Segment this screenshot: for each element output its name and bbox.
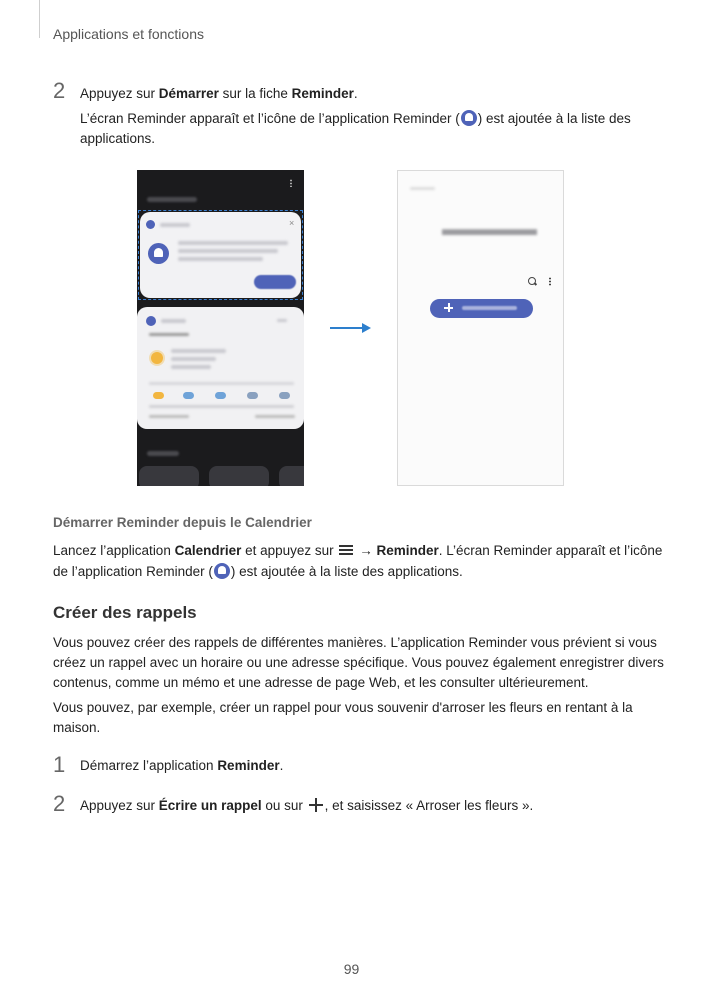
blurred-text bbox=[149, 405, 294, 408]
search-icon[interactable] bbox=[528, 277, 536, 285]
blurred-text bbox=[171, 349, 226, 353]
blurred-title bbox=[147, 197, 197, 202]
blurred-label bbox=[462, 306, 517, 310]
example-line: Vous pouvez, par exemple, créer un rappel pour vous souvenir d'arroser les fleurs en rentant à la bbox=[53, 700, 633, 715]
step-instruction: Démarrez l’application Reminder. bbox=[80, 758, 284, 773]
add-icon bbox=[444, 303, 453, 312]
section-subheading: Démarrer Reminder depuis le Calendrier bbox=[53, 515, 312, 530]
calendar-instruction-cont: de l’application Reminder ( ) est ajoutée à la liste des applications. bbox=[53, 564, 463, 579]
cloud-icon bbox=[247, 392, 258, 399]
screenshot-reminder-app bbox=[397, 170, 564, 486]
close-icon[interactable]: × bbox=[289, 218, 295, 228]
page-header: Applications et fonctions bbox=[53, 26, 204, 42]
right-arrow-head bbox=[362, 323, 371, 333]
blurred-text bbox=[277, 319, 287, 322]
write-reminder-button[interactable] bbox=[430, 299, 533, 318]
bottom-tile bbox=[279, 466, 304, 486]
step-instruction: Appuyez sur Démarrer sur la fiche Reminder. bbox=[80, 86, 358, 101]
page-number: 99 bbox=[343, 961, 360, 977]
bottom-tile bbox=[139, 466, 199, 486]
header-rule bbox=[39, 0, 40, 38]
cloud-icon bbox=[183, 392, 194, 399]
calendar-app-icon bbox=[146, 316, 156, 326]
blurred-text bbox=[149, 382, 294, 385]
reminder-app-icon bbox=[461, 110, 477, 126]
step-number: 2 bbox=[53, 78, 66, 103]
selection-highlight bbox=[138, 210, 303, 300]
blurred-text bbox=[161, 319, 186, 323]
step-number: 2 bbox=[53, 791, 66, 816]
blurred-status bbox=[410, 187, 435, 190]
section-title: Créer des rappels bbox=[53, 603, 197, 622]
example-line: maison. bbox=[53, 720, 101, 735]
step-instruction: Appuyez sur Écrire un rappel ou sur , et saisissez « Arroser les fleurs ». bbox=[80, 798, 534, 813]
intro-line: Vous pouvez créer des rappels de différentes manières. L’application Reminder vous prévient si vous bbox=[53, 635, 657, 650]
step-description-cont: applications. bbox=[80, 131, 156, 146]
intro-line: contenus, comme un mémo et une adresse de page Web, et les consulter ultérieurement. bbox=[53, 675, 589, 690]
location-pin bbox=[149, 333, 189, 336]
sun-icon bbox=[153, 392, 164, 399]
step-description: L’écran Reminder apparaît et l’icône de l’application Reminder ( ) est ajoutée à la liste des bbox=[80, 111, 631, 126]
cloud-icon bbox=[279, 392, 290, 399]
weather-card bbox=[137, 307, 304, 429]
blurred-title bbox=[147, 451, 179, 456]
screenshot-home-cards bbox=[137, 170, 304, 486]
reminder-title-blurred: ▬▬▬▬▬ bbox=[442, 219, 537, 240]
blurred-text bbox=[149, 415, 189, 418]
add-icon bbox=[309, 798, 323, 812]
sun-icon bbox=[151, 352, 163, 364]
more-icon[interactable] bbox=[549, 277, 551, 286]
blurred-text bbox=[255, 415, 295, 418]
step-number: 1 bbox=[53, 752, 66, 777]
right-arrow bbox=[330, 327, 366, 329]
cloud-icon bbox=[215, 392, 226, 399]
reminder-app-icon bbox=[214, 563, 230, 579]
menu-icon bbox=[339, 545, 353, 555]
more-icon bbox=[290, 179, 292, 187]
blurred-text bbox=[171, 357, 216, 361]
calendar-instruction: Lancez l’application Calendrier et appuyez sur → Reminder. L’écran Reminder apparaît et l’icône bbox=[53, 543, 663, 558]
blurred-text bbox=[171, 365, 211, 369]
bottom-tile bbox=[209, 466, 269, 486]
intro-line: créez un rappel avec un horaire ou une adresse spécifique. Vous pouvez également enregistrer divers bbox=[53, 655, 664, 670]
